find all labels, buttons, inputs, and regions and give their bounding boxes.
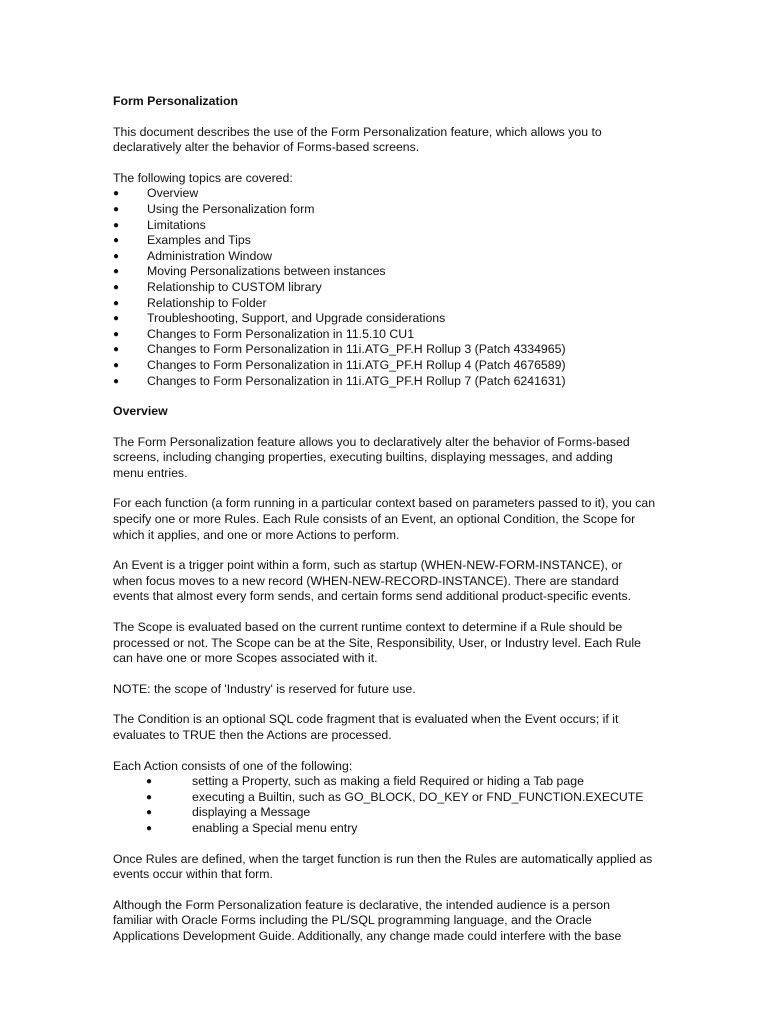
action-label: enabling a Special menu entry (192, 820, 358, 835)
topic-label: Troubleshooting, Support, and Upgrade considerations (147, 311, 446, 326)
list-item (113, 218, 673, 234)
list-item (113, 821, 673, 837)
list-item (113, 805, 673, 821)
bullet-icon: ● (146, 807, 153, 819)
bullet-icon: ● (113, 344, 120, 356)
bullet-icon: ● (113, 203, 120, 215)
list-item (113, 311, 673, 327)
list-item (113, 374, 673, 390)
list-item (113, 186, 673, 202)
bullet-icon: ● (146, 822, 153, 834)
list-item (113, 327, 673, 343)
spacer (113, 543, 673, 558)
spacer (113, 156, 673, 171)
topic-label: Using the Personalization form (147, 201, 315, 216)
action-label: displaying a Message (192, 805, 311, 820)
topic-label: Administration Window (147, 248, 273, 263)
bullet-icon: ● (113, 297, 120, 309)
document-page (113, 94, 673, 945)
list-item (113, 280, 673, 296)
list-item (113, 790, 673, 806)
topics-list (113, 186, 673, 389)
list-item (113, 264, 673, 280)
spacer (113, 110, 673, 125)
topics-intro: The following topics are covered: (113, 170, 293, 185)
topic-label: Changes to Form Personalization in 11i.ATG_PF.H Rollup 7 (Patch 6241631) (147, 373, 566, 388)
spacer (113, 481, 673, 496)
bullet-icon: ● (146, 776, 153, 788)
overview-paragraph-3: An Event is a trigger point within a form, such as startup (WHEN-NEW-FORM-INSTANCE), or when focus moves to a new record (WHEN-NEW-RECORD-INSTANCE). There are standard events that almost every form sends, and certain forms send additional product-specific events. (113, 558, 632, 604)
list-item (113, 774, 673, 790)
spacer (113, 667, 673, 682)
overview-paragraph-4: The Scope is evaluated based on the current runtime context to determine if a Rule should be processed or not. The Scope can be at the Site, Responsibility, User, or Industry level. Each Rule can have one or more Scopes associated with it. (113, 620, 641, 666)
topic-label: Changes to Form Personalization in 11.5.10 CU1 (147, 326, 415, 341)
overview-paragraph-8: Although the Form Personalization feature is declarative, the intended audience is a person familiar with Oracle Forms including the PL/SQL programming language, and the Oracle Applications Development Guide. Additionally, any change made could interfere with the base (113, 897, 622, 943)
spacer (113, 837, 673, 852)
list-item (113, 342, 673, 358)
spacer (113, 744, 673, 759)
bullet-icon: ● (113, 235, 120, 247)
spacer (113, 883, 673, 898)
action-label: executing a Builtin, such as GO_BLOCK, DO_KEY or FND_FUNCTION.EXECUTE (192, 789, 644, 804)
bullet-icon: ● (113, 219, 120, 231)
bullet-icon: ● (146, 791, 153, 803)
overview-heading: Overview (113, 404, 168, 419)
topic-label: Relationship to CUSTOM library (147, 279, 322, 294)
bullet-icon: ● (113, 250, 120, 262)
overview-paragraph-7: Once Rules are defined, when the target function is run then the Rules are automatically applied as events occur within that form. (113, 851, 653, 882)
list-item (113, 296, 673, 312)
bullet-icon: ● (113, 375, 120, 387)
spacer (113, 389, 673, 404)
topic-label: Moving Personalizations between instances (147, 264, 386, 279)
bullet-icon: ● (113, 328, 120, 340)
list-item (113, 249, 673, 265)
actions-intro: Each Action consists of one of the following: (113, 758, 353, 773)
topic-label: Limitations (147, 217, 206, 232)
bullet-icon: ● (113, 281, 120, 293)
action-label: setting a Property, such as making a field Required or hiding a Tab page (192, 774, 584, 789)
list-item (113, 233, 673, 249)
topic-label: Overview (147, 186, 199, 201)
topic-label: Changes to Form Personalization in 11i.ATG_PF.H Rollup 3 (Patch 4334965) (147, 342, 566, 357)
list-item (113, 358, 673, 374)
bullet-icon: ● (113, 359, 120, 371)
topic-label: Changes to Form Personalization in 11i.ATG_PF.H Rollup 4 (Patch 4676589) (147, 357, 566, 372)
spacer (113, 697, 673, 712)
topic-label: Relationship to Folder (147, 295, 267, 310)
note-paragraph: NOTE: the scope of 'Industry' is reserved for future use. (113, 681, 416, 696)
intro-paragraph: This document describes the use of the Form Personalization feature, which allows you to declaratively alter the behavior of Forms-based screens. (113, 124, 602, 155)
spacer (113, 420, 673, 435)
bullet-icon: ● (113, 188, 120, 200)
list-item (113, 202, 673, 218)
actions-list (113, 774, 673, 836)
spacer (113, 605, 673, 620)
overview-paragraph-1: The Form Personalization feature allows you to declaratively alter the behavior of Forms-based screens, including changing properties, executing builtins, displaying messages, and adding menu entries. (113, 434, 630, 480)
document-title: Form Personalization (113, 94, 239, 108)
overview-paragraph-6: The Condition is an optional SQL code fragment that is evaluated when the Event occurs; if it evaluates to TRUE then the Actions are processed. (113, 712, 619, 742)
topic-label: Examples and Tips (147, 233, 251, 248)
overview-paragraph-2: For each function (a form running in a particular context based on parameters passed to it), you can specify one or more Rules. Each Rule consists of an Event, an optional Condition, the Scope for which it applies, and one or more Actions to perform. (113, 496, 656, 542)
bullet-icon: ● (113, 313, 120, 325)
bullet-icon: ● (113, 266, 120, 278)
